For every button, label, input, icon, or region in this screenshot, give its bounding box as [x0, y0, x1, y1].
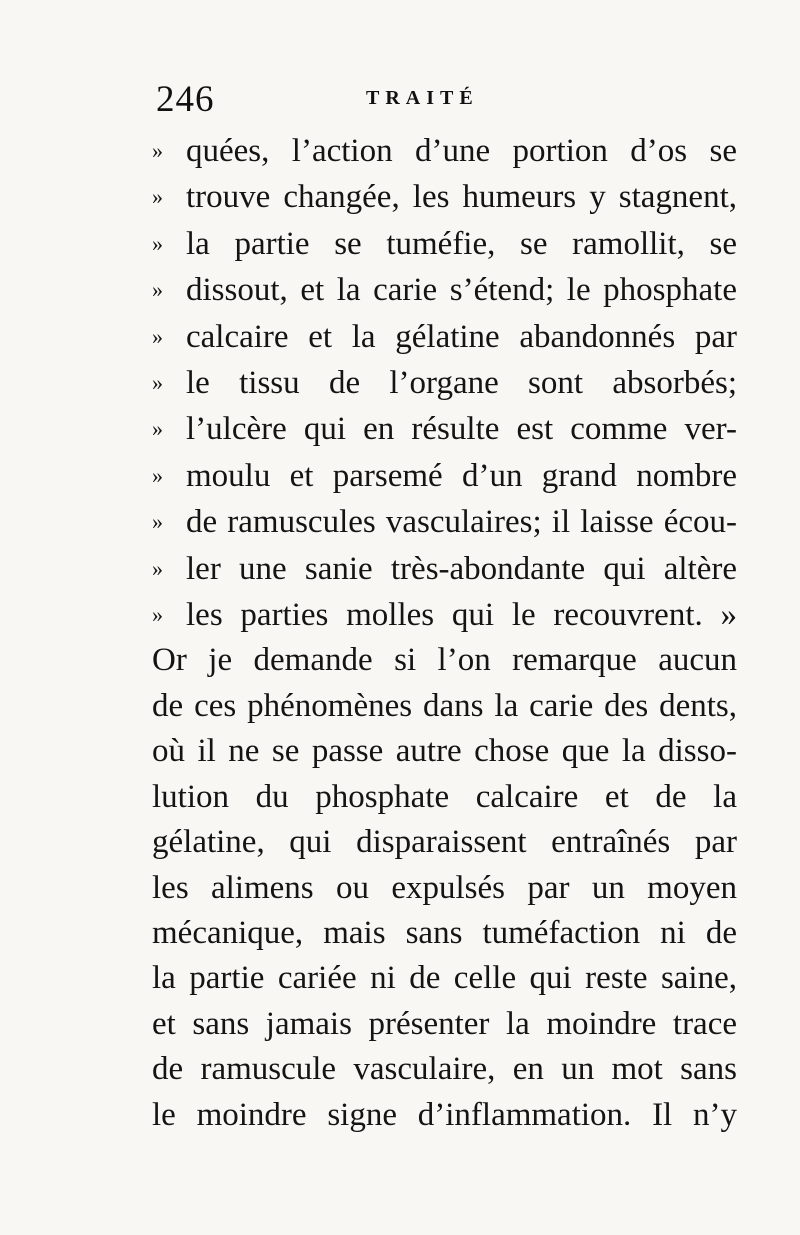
quote-mark: » [152, 277, 163, 303]
text-line [152, 314, 737, 360]
text-line [152, 638, 737, 683]
text-line [152, 128, 737, 174]
text-line [152, 1002, 737, 1047]
running-head: TRAITÉ [366, 87, 479, 109]
text-line [152, 866, 737, 911]
line-text: calcaire et la gélatine abandonnés par [186, 318, 737, 355]
text-line [152, 406, 737, 452]
page-header [156, 78, 726, 122]
text-line [152, 820, 737, 865]
line-text: trouve changée, les humeurs y stagnent, [186, 179, 737, 216]
body-text [152, 128, 737, 1138]
quote-mark: » [152, 555, 163, 581]
line-text: le tissu de l’organe sont absorbés; [186, 365, 737, 402]
line-text: quées, l’action d’une portion d’os se [186, 133, 737, 169]
line-text: et sans jamais présenter la moindre trace [152, 1005, 737, 1042]
line-text: ler une sanie très-abondante qui altère [186, 550, 737, 587]
text-line [152, 729, 737, 774]
text-line [152, 911, 737, 956]
text-line [152, 775, 737, 820]
text-line [152, 684, 737, 729]
quote-mark: » [152, 138, 163, 163]
line-text: moulu et parsemé d’un grand nombre [186, 457, 737, 494]
line-text: le moindre signe d’inflammation. Il n’y [152, 1096, 737, 1133]
quote-mark: » [152, 509, 163, 535]
quote-mark: » [152, 602, 163, 628]
text-line [152, 221, 737, 267]
quote-mark: » [152, 416, 163, 442]
line-text: l’ulcère qui en résulte est comme ver- [186, 411, 737, 448]
line-text: les alimens ou expulsés par un moyen [152, 869, 737, 906]
line-text: les parties molles qui le recouvrent. » [186, 597, 737, 634]
text-line [152, 499, 737, 545]
text-line [152, 1047, 737, 1092]
line-text: gélatine, qui disparaissent entraînés par [152, 824, 737, 861]
line-text: de ramuscules vasculaires; il laisse écou- [186, 504, 737, 541]
line-text: de ramuscule vasculaire, en un mot sans [152, 1051, 737, 1088]
quote-mark: » [152, 323, 163, 349]
line-text: où il ne se passe autre chose que la disso- [152, 733, 737, 770]
text-line [152, 453, 737, 499]
line-text: dissout, et la carie s’étend; le phosphate [186, 272, 737, 309]
quote-mark: » [152, 370, 163, 396]
text-line [152, 956, 737, 1001]
text-line [152, 1093, 737, 1138]
quote-mark: » [152, 230, 163, 256]
line-text: lution du phosphate calcaire et de la [152, 778, 737, 815]
line-text: la partie se tuméfie, se ramollit, se [186, 225, 737, 262]
page-number: 246 [156, 79, 215, 120]
line-text: de ces phénomènes dans la carie des dents, [152, 687, 737, 724]
text-line [152, 360, 737, 406]
quote-mark: » [152, 184, 163, 210]
text-line [152, 267, 737, 313]
line-text: Or je demande si l’on remarque aucun [152, 642, 737, 679]
text-line [152, 174, 737, 220]
line-text: la partie cariée ni de celle qui reste saine, [152, 960, 737, 997]
quote-mark: » [152, 462, 163, 488]
text-line [152, 546, 737, 592]
text-line [152, 592, 737, 638]
line-text: mécanique, mais sans tuméfaction ni de [152, 914, 737, 951]
